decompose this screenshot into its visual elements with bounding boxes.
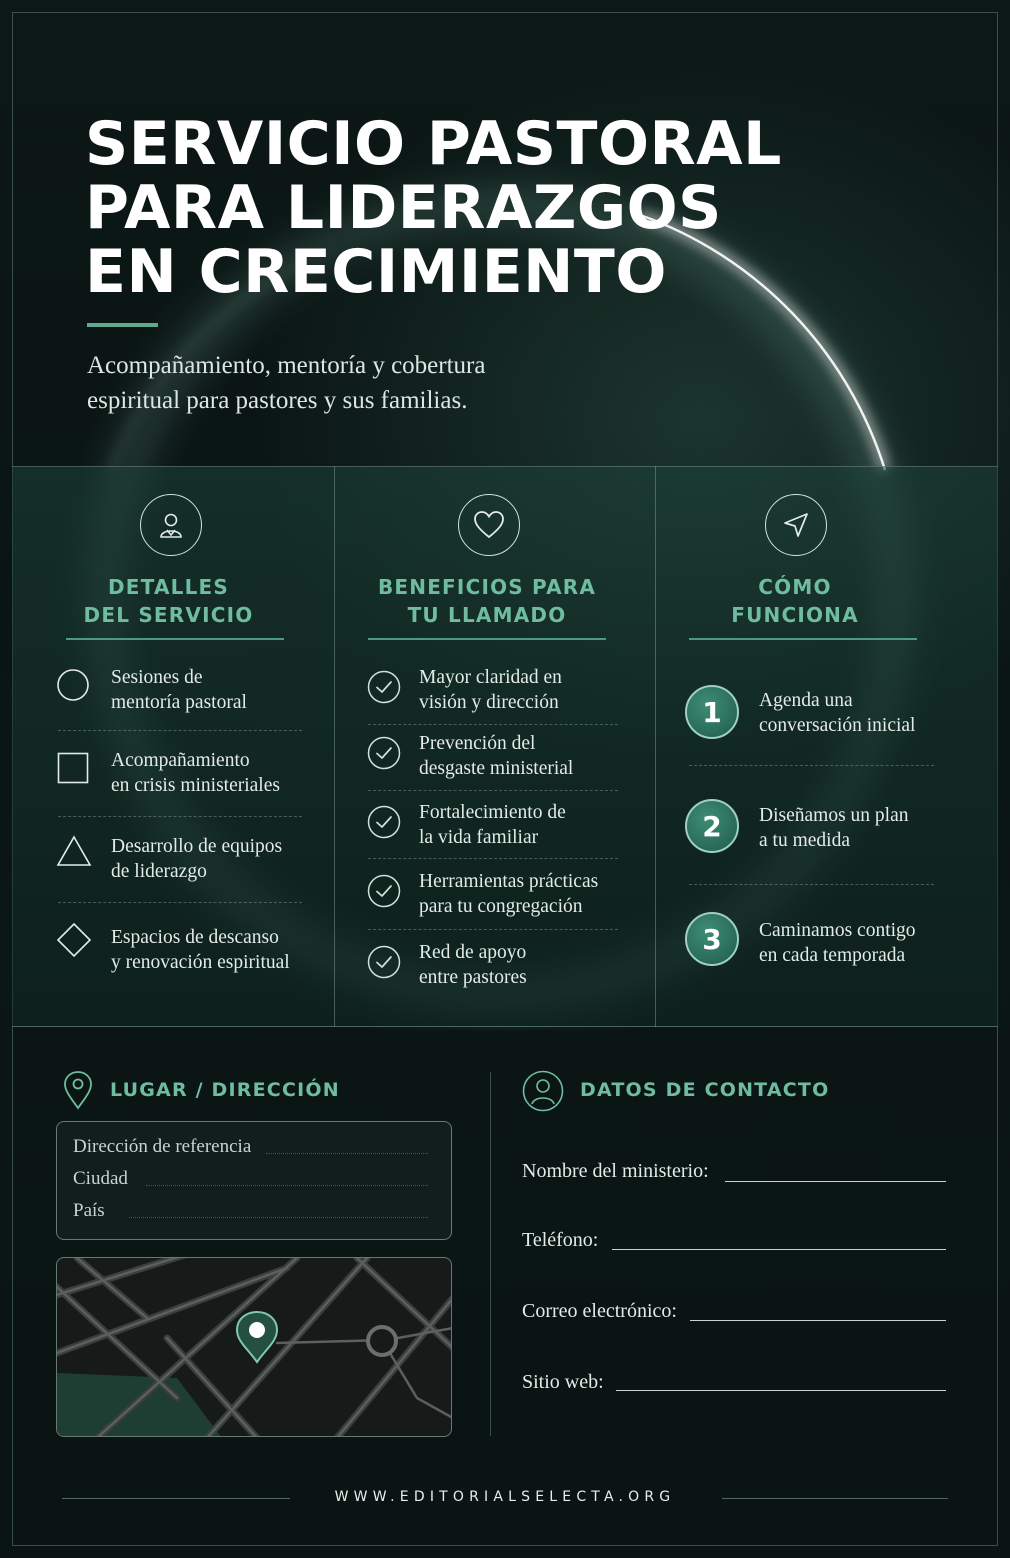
map-view[interactable] [56,1257,452,1437]
benefit-item [419,665,562,715]
item-separator [58,902,302,903]
ministry-name-field[interactable] [725,1181,946,1182]
item-line: Espacios de descanso [111,927,279,948]
item-line: mentoría pastoral [111,692,247,713]
item-line: la vida familiar [419,827,539,848]
check-icon [367,945,401,983]
user-circle-icon [522,1070,564,1112]
step-line: conversación inicial [759,715,916,736]
item-separator [689,884,934,885]
step-line: en cada temporada [759,945,906,966]
contact-heading: DATOS DE CONTACTO [580,1079,830,1101]
heading-rule [368,638,606,640]
city-field-line[interactable] [146,1185,428,1186]
subtitle-line: espiritual para pastores y sus familias. [87,387,468,414]
benefit-item [419,940,527,990]
section-divider [490,1072,491,1436]
step-number-badge: 1 [685,685,739,739]
phone-field[interactable] [612,1249,946,1250]
item-separator [368,724,618,725]
square-bullet-icon [57,752,89,784]
check-icon [367,670,401,708]
navigation-arrow-icon [765,494,827,556]
step-item [759,803,908,853]
heading-line: DETALLES [108,575,229,599]
item-separator [58,816,302,817]
city-field-label: Ciudad [73,1168,128,1189]
item-line: Desarrollo de equipos [111,836,283,857]
item-line: Sesiones de [111,667,203,688]
item-line: visión y dirección [419,692,559,713]
item-line: Prevención del [419,733,536,754]
address-field-line[interactable] [266,1153,428,1154]
person-icon [140,494,202,556]
service-detail-item [111,925,290,975]
step-item [759,918,916,968]
check-icon [367,874,401,912]
benefit-item [419,869,598,919]
item-line: Herramientas prácticas [419,871,599,892]
item-line: de liderazgo [111,861,207,882]
item-separator [368,790,618,791]
ministry-name-label: Nombre del ministerio: [522,1160,709,1182]
benefit-item [419,731,573,781]
page-subtitle [87,348,647,418]
heading-line: DEL SERVICIO [83,603,254,627]
item-line: y renovación espiritual [111,952,290,973]
item-line: Red de apoyo [419,942,527,963]
page-title [85,109,785,307]
item-line: entre pastores [419,967,527,988]
check-icon [367,736,401,774]
service-detail-item [111,748,280,798]
benefit-item [419,800,566,850]
subtitle-line: Acompañamiento, mentoría y cobertura [87,352,486,379]
item-line: en crisis ministeriales [111,775,280,796]
phone-label: Teléfono: [522,1229,599,1251]
item-line: Mayor claridad en [419,667,562,688]
item-line: Fortalecimiento de [419,802,566,823]
step-number-badge: 3 [685,912,739,966]
column-divider [655,466,656,1027]
column-heading-details [56,573,281,629]
location-heading: LUGAR / DIRECCIÓN [110,1079,340,1101]
email-label: Correo electrónico: [522,1300,677,1322]
item-line: Acompañamiento [111,750,250,771]
step-line: Caminamos contigo [759,920,916,941]
title-line: SERVICIO PASTORAL [85,109,782,179]
step-item [759,688,915,738]
column-heading-how-it-works [682,573,908,629]
heading-rule [66,638,284,640]
step-line: a tu medida [759,830,850,851]
item-separator [368,929,618,930]
footer-url[interactable]: WWW.EDITORIALSELECTA.ORG [334,1489,676,1505]
item-separator [368,858,618,859]
country-field-line[interactable] [129,1217,428,1218]
service-detail-item [111,834,282,884]
heading-line: FUNCIONA [731,603,859,627]
title-line: EN CRECIMIENTO [85,237,667,307]
title-line: PARA LIDERAZGOS [85,173,722,243]
step-line: Diseñamos un plan [759,805,909,826]
map-pin-icon [62,1070,94,1110]
triangle-bullet-icon [56,835,92,867]
item-separator [689,765,934,766]
website-field[interactable] [616,1390,946,1391]
step-line: Agenda una [759,690,853,711]
item-separator [58,730,302,731]
diamond-bullet-icon [56,922,92,958]
column-heading-benefits [360,573,614,629]
heading-line: TU LLAMADO [407,603,567,627]
title-underline [87,323,158,327]
item-line: desgaste ministerial [419,758,574,779]
address-field-label: Dirección de referencia [73,1136,252,1157]
step-number-badge: 2 [685,799,739,853]
email-field[interactable] [690,1320,946,1321]
item-line: para tu congregación [419,896,583,917]
service-detail-item [111,665,247,715]
heading-line: BENEFICIOS PARA [377,575,597,599]
heading-rule [689,638,917,640]
website-label: Sitio web: [522,1371,604,1393]
country-field-label: País [73,1200,105,1221]
column-divider [334,466,335,1027]
check-icon [367,805,401,843]
map-streets-graphic [57,1258,452,1437]
heart-icon [458,494,520,556]
heading-line: CÓMO [758,575,832,599]
circle-bullet-icon [56,668,90,702]
